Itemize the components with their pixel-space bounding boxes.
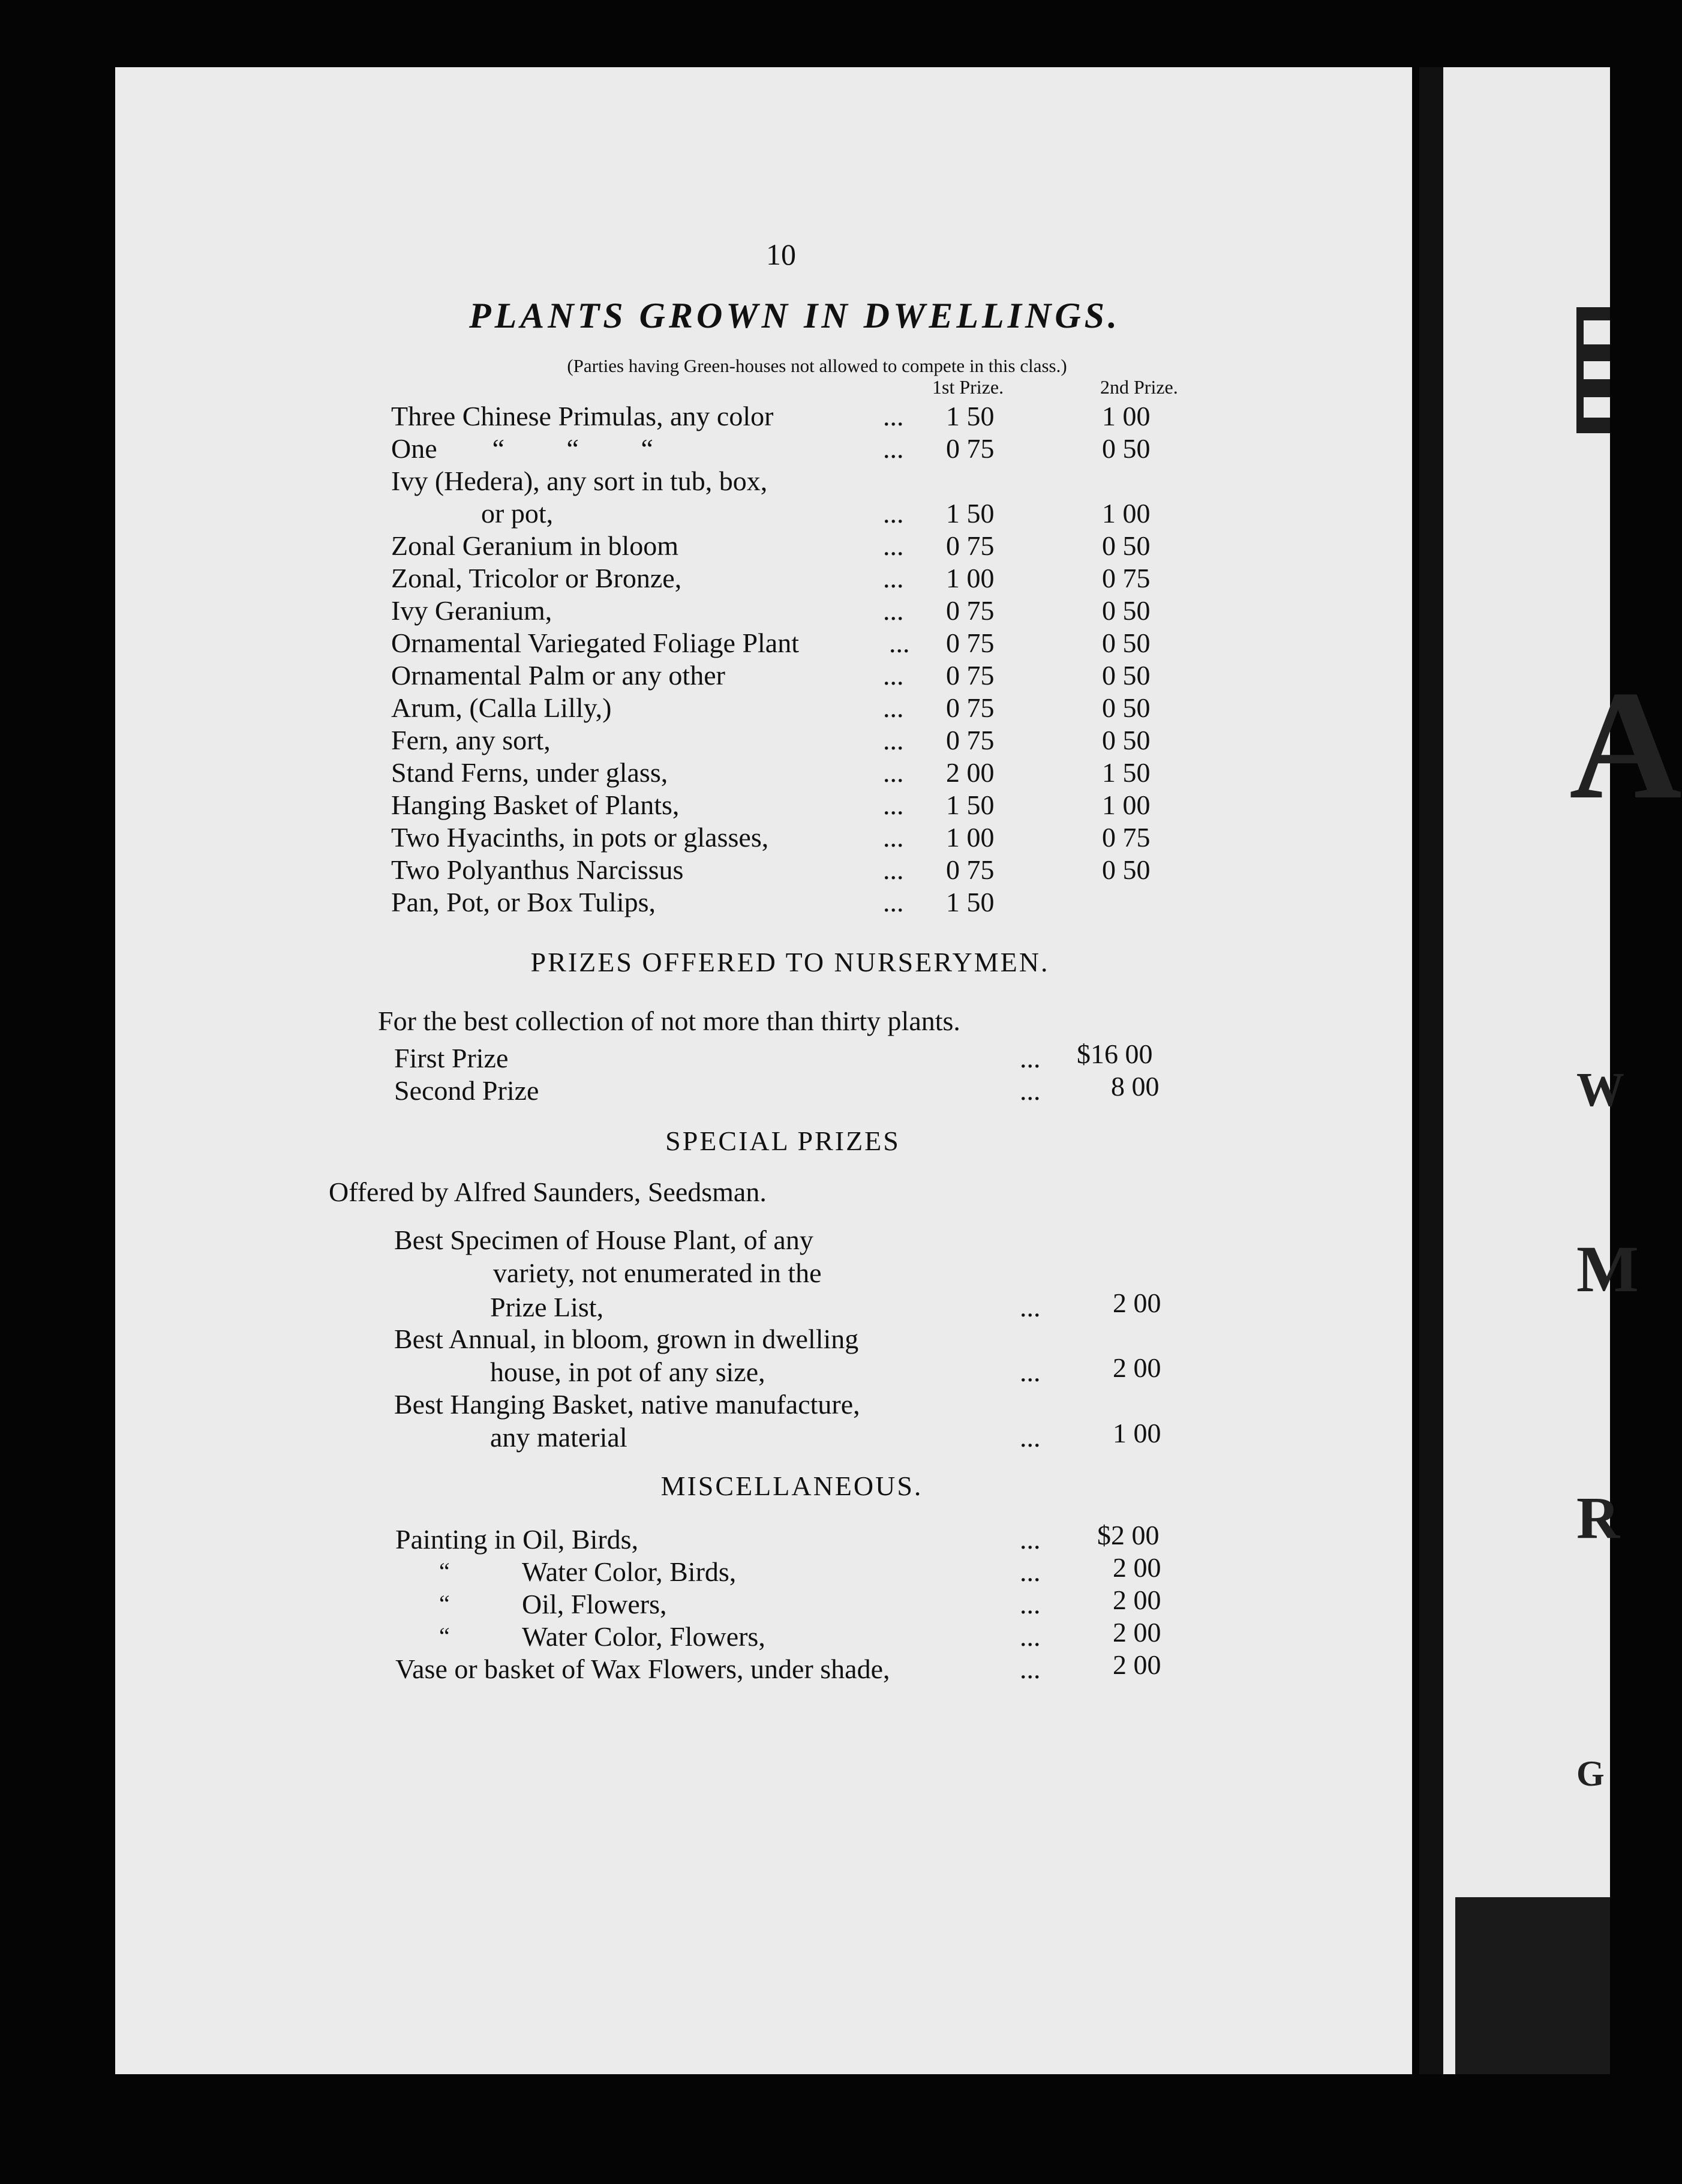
leader-dots: ... bbox=[1020, 1524, 1041, 1555]
left-page bbox=[115, 67, 1412, 2074]
second-prize-label: Second Prize bbox=[394, 1075, 539, 1106]
table-row bbox=[115, 530, 1412, 562]
leader-dots: ... bbox=[1020, 1422, 1041, 1453]
table-row bbox=[115, 886, 1412, 919]
special-heading: SPECIAL PRIZES bbox=[665, 1126, 900, 1156]
misc-row-label: Water Color, Birds, bbox=[522, 1556, 737, 1587]
page-title: PLANTS GROWN IN DWELLINGS. bbox=[468, 296, 1121, 335]
row-label: Arum, (Calla Lilly,) bbox=[391, 692, 612, 723]
second-prize: 0 50 bbox=[1102, 530, 1151, 561]
second-prize: 1 00 bbox=[1102, 401, 1151, 431]
leader-dots: ... bbox=[883, 692, 904, 723]
second-prize-amount: 8 00 bbox=[1111, 1071, 1160, 1102]
misc-row-amount: 2 00 bbox=[1113, 1585, 1161, 1615]
special-item-line: Best Annual, in bloom, grown in dwelling bbox=[394, 1324, 859, 1354]
first-prize: 1 50 bbox=[946, 887, 995, 917]
first-prize: 0 75 bbox=[946, 628, 995, 658]
first-prize: 1 50 bbox=[946, 401, 995, 431]
page-edge-shadow bbox=[1455, 1897, 1610, 2074]
special-item-line: any material bbox=[490, 1422, 627, 1453]
right-letter-fragment: A bbox=[1569, 659, 1682, 832]
row-label: One “ “ “ bbox=[391, 433, 653, 464]
second-prize: 1 00 bbox=[1102, 790, 1151, 820]
misc-row-label: Oil, Flowers, bbox=[522, 1589, 667, 1619]
first-prize: 1 50 bbox=[946, 498, 995, 529]
row-label: Hanging Basket of Plants, bbox=[391, 790, 680, 820]
table-row bbox=[115, 595, 1412, 627]
leader-dots: ... bbox=[1020, 1357, 1041, 1387]
nurserymen-heading: PRIZES OFFERED TO NURSERYMEN. bbox=[530, 947, 1050, 977]
table-row bbox=[115, 400, 1412, 433]
row-label: Ornamental Palm or any other bbox=[391, 660, 725, 691]
table-row bbox=[115, 433, 1412, 465]
special-item-line: Prize List, bbox=[490, 1292, 604, 1322]
first-prize-amount: $16 00 bbox=[1077, 1039, 1153, 1069]
leader-dots: ... bbox=[883, 725, 904, 755]
ornament-fragment-icon bbox=[1576, 307, 1610, 433]
leader-dots: ... bbox=[883, 854, 904, 885]
miscellaneous-heading: MISCELLANEOUS. bbox=[660, 1471, 923, 1501]
second-prize: 0 75 bbox=[1102, 563, 1151, 593]
table-row bbox=[115, 821, 1412, 854]
leader-dots: ... bbox=[1020, 1043, 1041, 1073]
special-item-line: Best Hanging Basket, native manufacture, bbox=[394, 1389, 860, 1420]
first-prize: 0 75 bbox=[946, 725, 995, 755]
first-prize-label: First Prize bbox=[394, 1043, 509, 1073]
first-prize: 1 00 bbox=[946, 563, 995, 593]
row-label: Fern, any sort, bbox=[391, 725, 551, 755]
first-prize: 0 75 bbox=[946, 595, 995, 626]
class-note: (Parties having Green-houses not allowed to compete in this class.) bbox=[567, 355, 1067, 376]
second-prize: 1 00 bbox=[1102, 498, 1151, 529]
first-prize: 0 75 bbox=[946, 433, 995, 464]
misc-row-amount: $2 00 bbox=[1097, 1520, 1160, 1550]
leader-dots: ... bbox=[883, 563, 904, 593]
first-prize: 2 00 bbox=[946, 757, 995, 788]
row-label: Ornamental Variegated Foliage Plant bbox=[391, 628, 800, 658]
misc-row-amount: 2 00 bbox=[1113, 1552, 1161, 1583]
second-prize: 0 50 bbox=[1102, 692, 1151, 723]
leader-dots: ... bbox=[883, 660, 904, 691]
second-prize: 0 75 bbox=[1102, 822, 1151, 853]
special-item-amount: 2 00 bbox=[1113, 1288, 1161, 1318]
special-item-line: Best Specimen of House Plant, of any bbox=[394, 1225, 813, 1255]
right-letter-fragment: R bbox=[1576, 1484, 1620, 1551]
right-letter-fragment: G bbox=[1576, 1754, 1605, 1793]
table-row bbox=[115, 497, 1412, 530]
first-prize: 1 50 bbox=[946, 790, 995, 820]
special-item-amount: 2 00 bbox=[1113, 1352, 1161, 1383]
leader-dots: ... bbox=[883, 790, 904, 820]
right-letter-fragment: W bbox=[1576, 1064, 1624, 1117]
row-label: Pan, Pot, or Box Tulips, bbox=[391, 887, 656, 917]
leader-dots: ... bbox=[883, 822, 904, 853]
page-number: 10 bbox=[766, 238, 796, 271]
special-item-line: variety, not enumerated in the bbox=[493, 1258, 822, 1288]
row-label: Stand Ferns, under glass, bbox=[391, 757, 668, 788]
table-row bbox=[115, 692, 1412, 724]
row-label: Ivy Geranium, bbox=[391, 595, 552, 626]
right-page-fragment bbox=[1419, 67, 1682, 2074]
second-prize: 0 50 bbox=[1102, 595, 1151, 626]
row-label: or pot, bbox=[481, 498, 554, 529]
table-row bbox=[115, 465, 1412, 497]
second-prize: 0 50 bbox=[1102, 433, 1151, 464]
table-row bbox=[115, 724, 1412, 757]
leader-dots: ... bbox=[883, 887, 904, 917]
leader-dots: ... bbox=[883, 401, 904, 431]
ditto-mark: “ bbox=[439, 1590, 450, 1617]
row-label: Zonal, Tricolor or Bronze, bbox=[391, 563, 682, 593]
misc-row-amount: 2 00 bbox=[1113, 1617, 1161, 1648]
second-prize: 0 50 bbox=[1102, 854, 1151, 885]
right-letter-fragment: M bbox=[1576, 1232, 1639, 1306]
leader-dots: ... bbox=[1020, 1075, 1041, 1106]
misc-row-label: Water Color, Flowers, bbox=[522, 1621, 765, 1652]
table-row bbox=[115, 627, 1412, 659]
second-prize: 0 50 bbox=[1102, 628, 1151, 658]
table-row bbox=[115, 562, 1412, 595]
row-label: Ivy (Hedera), any sort in tub, box, bbox=[391, 466, 768, 496]
row-label: Two Polyanthus Narcissus bbox=[391, 854, 684, 885]
leader-dots: ... bbox=[1020, 1556, 1041, 1587]
leader-dots: ... bbox=[883, 498, 904, 529]
leader-dots: ... bbox=[1020, 1621, 1041, 1652]
leader-dots: ... bbox=[883, 757, 904, 788]
table-row bbox=[115, 659, 1412, 692]
leader-dots: ... bbox=[883, 530, 904, 561]
second-prize: 0 50 bbox=[1102, 660, 1151, 691]
column-header-second: 2nd Prize. bbox=[1100, 376, 1178, 398]
first-prize: 0 75 bbox=[946, 660, 995, 691]
leader-dots: ... bbox=[889, 628, 910, 658]
misc-row-label: Painting in Oil, Birds, bbox=[395, 1524, 639, 1555]
first-prize: 1 00 bbox=[946, 822, 995, 853]
row-label: Three Chinese Primulas, any color bbox=[391, 401, 774, 431]
ditto-mark: “ bbox=[439, 1558, 450, 1585]
table-row bbox=[115, 789, 1412, 821]
table-row bbox=[115, 757, 1412, 789]
second-prize: 1 50 bbox=[1102, 757, 1151, 788]
first-prize: 0 75 bbox=[946, 854, 995, 885]
leader-dots: ... bbox=[883, 595, 904, 626]
misc-row-label: Vase or basket of Wax Flowers, under shade, bbox=[395, 1654, 890, 1684]
first-prize: 0 75 bbox=[946, 692, 995, 723]
leader-dots: ... bbox=[1020, 1589, 1041, 1619]
row-label: Two Hyacinths, in pots or glasses, bbox=[391, 822, 769, 853]
nurserymen-intro: For the best collection of not more than thirty plants. bbox=[378, 1006, 960, 1036]
leader-dots: ... bbox=[1020, 1654, 1041, 1684]
second-prize: 0 50 bbox=[1102, 725, 1151, 755]
table-row bbox=[115, 854, 1412, 886]
special-offered-by: Offered by Alfred Saunders, Seedsman. bbox=[329, 1177, 767, 1207]
column-header-first: 1st Prize. bbox=[932, 376, 1004, 398]
row-label: Zonal Geranium in bloom bbox=[391, 530, 679, 561]
misc-row-amount: 2 00 bbox=[1113, 1649, 1161, 1680]
special-item-line: house, in pot of any size, bbox=[490, 1357, 765, 1387]
special-item-amount: 1 00 bbox=[1113, 1418, 1161, 1448]
leader-dots: ... bbox=[883, 433, 904, 464]
first-prize: 0 75 bbox=[946, 530, 995, 561]
ditto-mark: “ bbox=[439, 1622, 450, 1649]
page-gutter-shadow bbox=[1419, 67, 1443, 2074]
leader-dots: ... bbox=[1020, 1292, 1041, 1322]
